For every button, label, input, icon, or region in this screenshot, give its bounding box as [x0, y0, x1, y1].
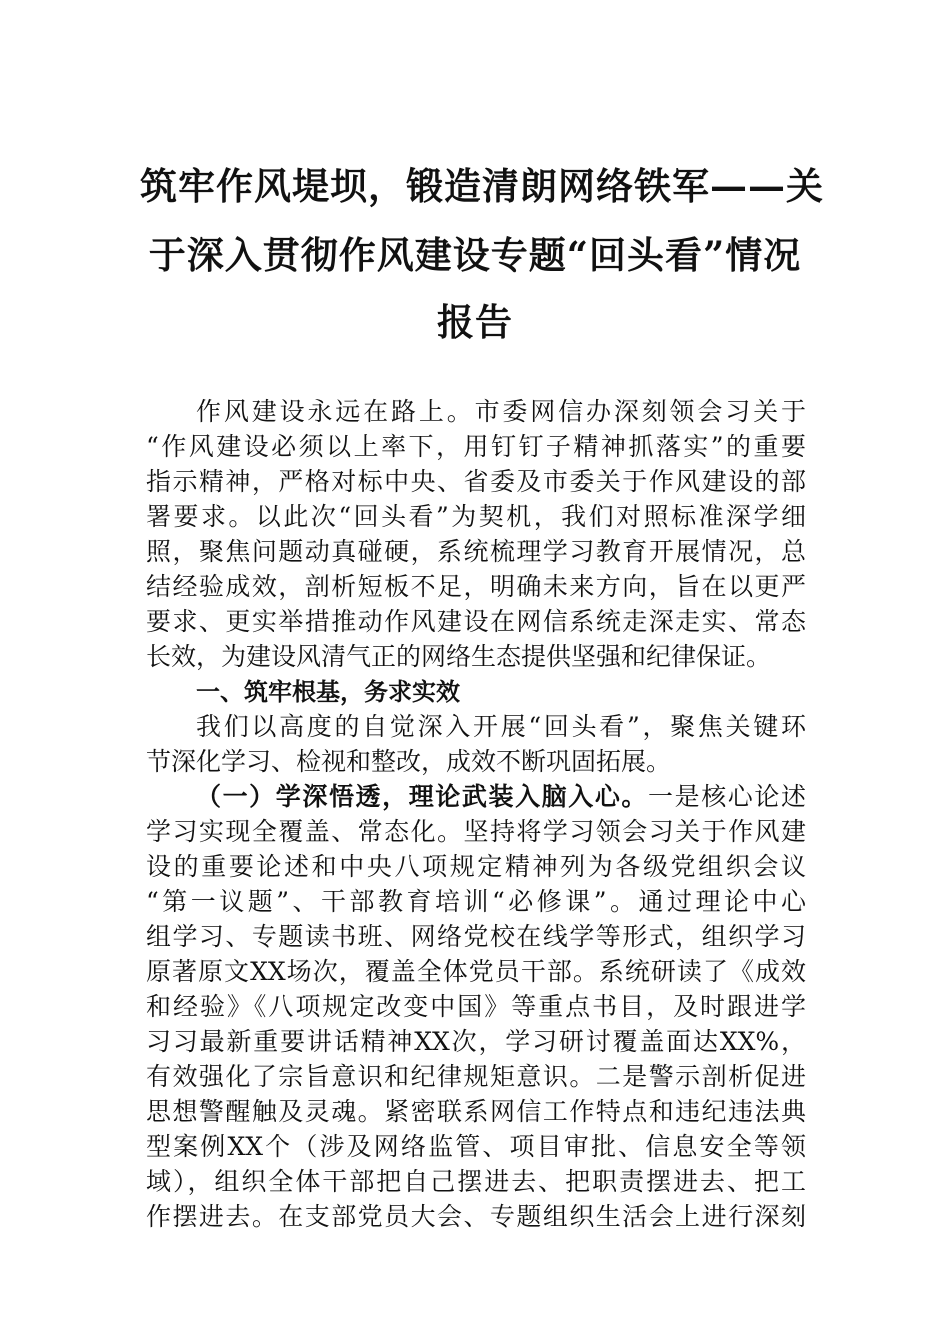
section-1-heading: 一、筑牢根基，务求实效	[196, 678, 460, 706]
paragraph-3-line-10: 型案例XX个（涉及网络监管、项目审批、信息安全等领	[146, 1132, 806, 1161]
paragraph-3-line-1: 学习实现全覆盖、常态化。坚持将学习领会习关于作风建	[146, 817, 806, 846]
document-title-line-1: 筑牢作风堤坝，锻造清朗网络铁军——关	[140, 164, 824, 208]
paragraph-3-line-5: 原著原文XX场次，覆盖全体党员干部。系统研读了《成效	[146, 957, 806, 986]
paragraph-3-line-8: 有效强化了宗旨意识和纪律规矩意识。二是警示剖析促进	[146, 1062, 806, 1091]
paragraph-1-line-6: 结经验成效，剖析短板不足，明确未来方向，旨在以更严	[146, 572, 806, 601]
subsection-1-first-line	[196, 779, 806, 815]
paragraph-3-line-6: 和经验》《八项规定改变中国》等重点书目，及时跟进学	[146, 992, 806, 1021]
document-title-line-3: 报告	[437, 300, 513, 344]
document-title-line-2: 于深入贯彻作风建设专题“回头看”情况	[148, 233, 802, 277]
paragraph-2-line-2: 节深化学习、检视和整改，成效不断巩固拓展。	[146, 747, 672, 776]
paragraph-3-line-9: 思想警醒触及灵魂。紧密联系网信工作特点和违纪违法典	[146, 1097, 806, 1126]
paragraph-3-line-3: “第一议题”、干部教育培训“必修课”。通过理论中心	[146, 887, 806, 916]
paragraph-1-line-4: 署要求。以此次“回头看”为契机，我们对照标准深学细	[146, 502, 806, 531]
paragraph-1-line-8: 长效，为建设风清气正的网络生态提供坚强和纪律保证。	[146, 642, 772, 671]
paragraph-2-line-1: 我们以高度的自觉深入开展“回头看”，聚焦关键环	[196, 712, 806, 741]
paragraph-3-line-7: 习习最新重要讲话精神XX次，学习研讨覆盖面达XX%，	[146, 1027, 806, 1056]
paragraph-3-line-2: 设的重要论述和中央八项规定精神列为各级党组织会议	[146, 852, 806, 881]
subsection-1-first-line-text: 一是核心论述	[648, 782, 806, 811]
paragraph-3-line-4: 组学习、专题读书班、网络党校在线学等形式，组织学习	[146, 922, 806, 951]
subsection-1-heading: （一）学深悟透，理论武装入脑入心。	[196, 782, 649, 811]
paragraph-1-line-1: 作风建设永远在路上。市委网信办深刻领会习关于	[196, 397, 806, 426]
paragraph-1-line-3: 指示精神，严格对标中央、省委及市委关于作风建设的部	[146, 467, 806, 496]
paragraph-3-line-12: 作摆进去。在支部党员大会、专题组织生活会上进行深刻	[146, 1202, 806, 1231]
paragraph-1-line-2: “作风建设必须以上率下，用钉钉子精神抓落实”的重要	[146, 432, 806, 461]
paragraph-3-line-11: 域），组织全体干部把自己摆进去、把职责摆进去、把工	[146, 1167, 806, 1196]
paragraph-1-line-7: 要求、更实举措推动作风建设在网信系统走深走实、常态	[146, 607, 806, 636]
paragraph-1-line-5: 照，聚焦问题动真碰硬，系统梳理学习教育开展情况，总	[146, 537, 806, 566]
